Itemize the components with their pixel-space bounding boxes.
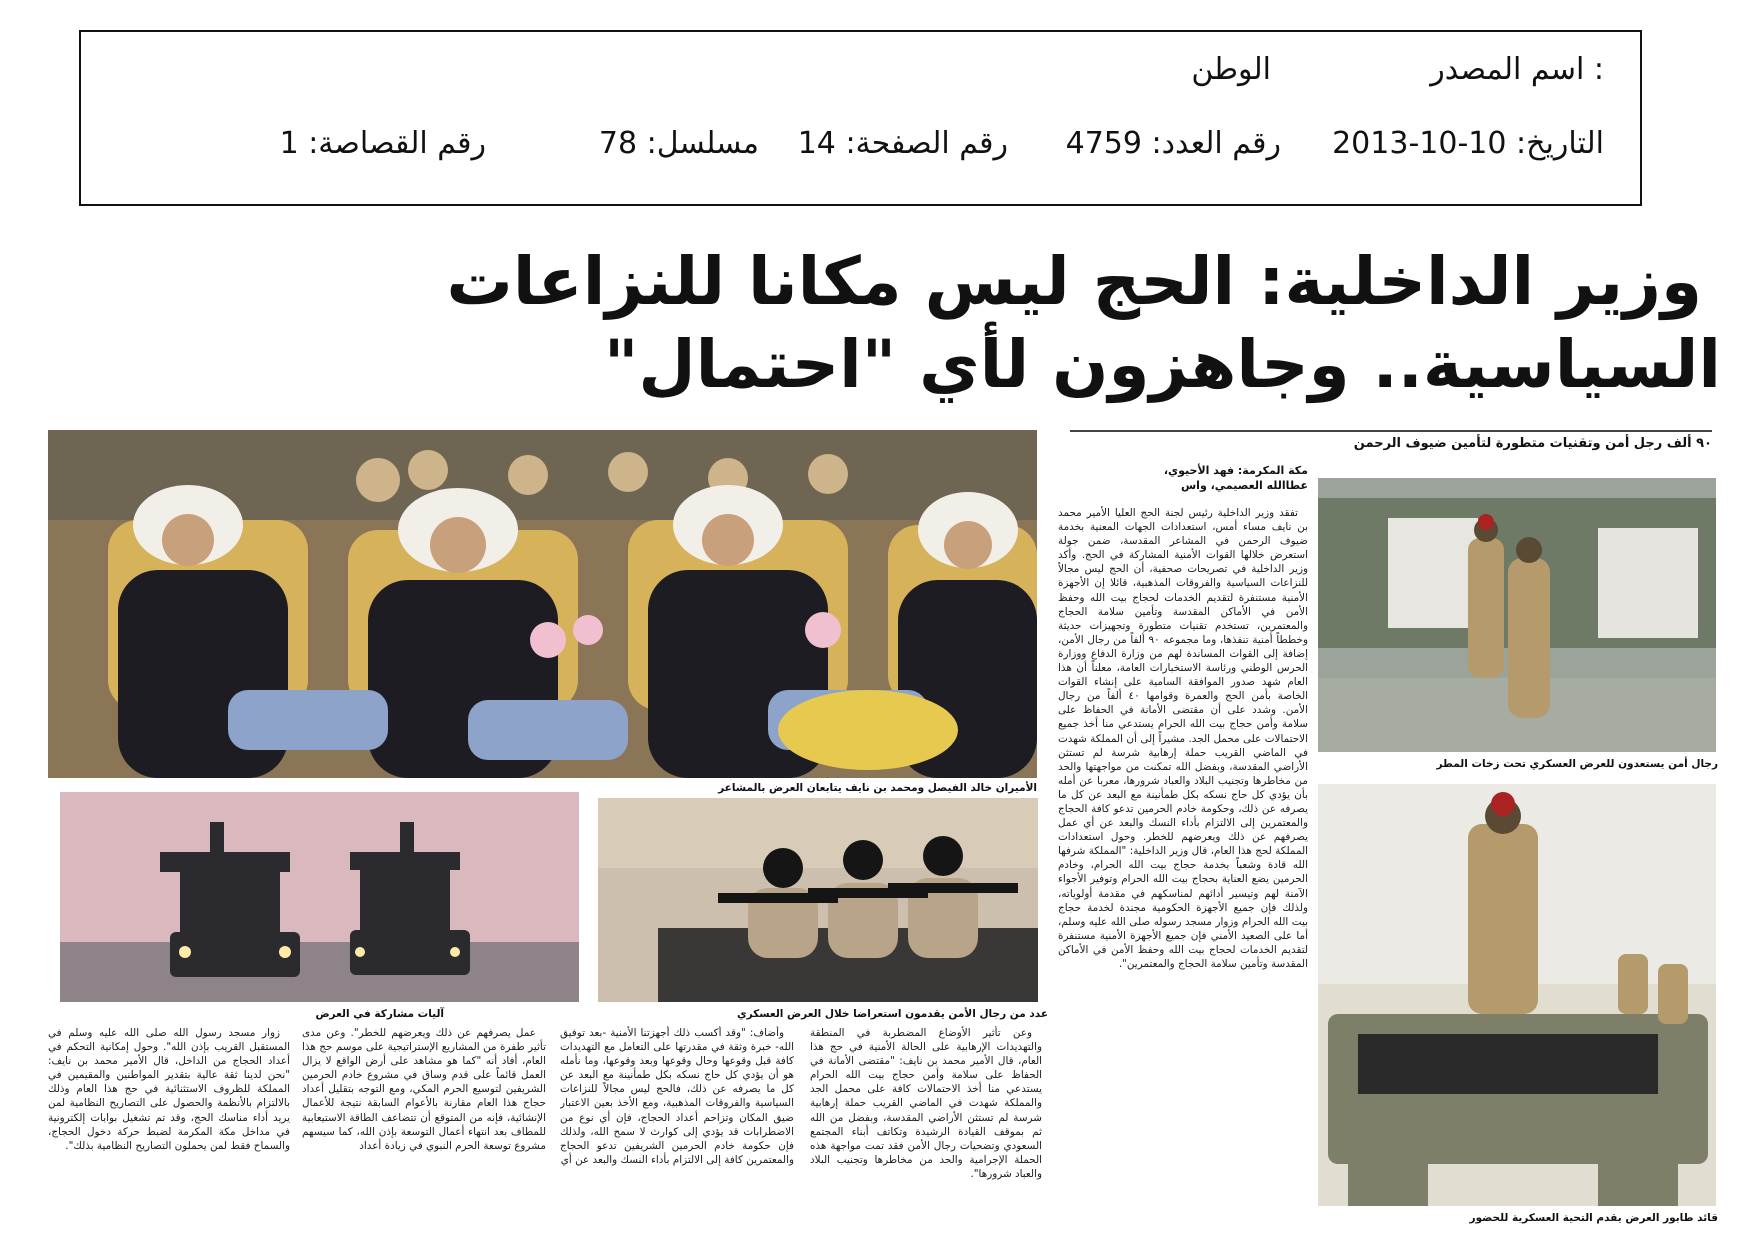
caption-vehicles: آليات مشاركة في العرض xyxy=(315,1008,444,1020)
article-column-1 xyxy=(1058,506,1308,1222)
subheadline: ٩٠ ألف رجل أمن وتقنيات متطورة لتأمين ضيوف الرحمن xyxy=(1353,436,1712,451)
date-field: التاريخ: 10-10-2013 xyxy=(1332,126,1604,161)
column-2-text: وعن تأثير الأوضاع المضطربة في المنطقة والتهديدات الإرهابية على الحالة الأمنية في حج هذا العام، قال الأمير محمد بن نايف: "مقتضى الأمانة في الحفاظ على سلامة وأمن حجاج بيت الله الحرام يستدعي منا أخذ الاحتمالات كافة على محمل الجد والمملكة شهدت في الماضي القريب حملة إرهابية شرسة لم تستثن الأراضي المقدسة، وبفضل من الله ثم بموقف القيادة الرشيدة وتكاتف أبناء المجتمع السعودي وتضحيات رجال الأمن فقد تمت مواجهة هذه الحملة الإجرامية والحد من مخاطرها وتجنيب البلاد والعباد شرورها". xyxy=(810,1027,1042,1180)
headline-line-1: وزير الداخلية: الحج ليس مكانا للنزاعات xyxy=(446,243,1702,320)
article-column-3 xyxy=(560,1026,794,1222)
serial-number: مسلسل: 78 xyxy=(598,126,759,161)
byline-line-1: مكة المكرمة: فهد الأحيوي، xyxy=(1163,464,1308,477)
byline xyxy=(1118,463,1308,493)
article-column-5 xyxy=(48,1026,290,1222)
column-4-text: عمل يصرفهم عن ذلك ويعرضهم للخطر". وعن مدى تأثير طفرة من المشاريع الإستراتيجية على موسم حج هذا العام، أفاد أنه "كما هو مشاهد على أرض الواقع لا يزال العمل قائماً على قدم وساق في مشروع خادم الحرمين الشريفين لتوسيع الحرم المكي، ومع التوجه بتقليل أعداد حجاج هذا العام مقارنة بالأعوام السابقة نتيجة للأعمال الإنشائية، فإنه من المتوقع أن تتضاعف الطاقة الاستيعابية للمطاف بعد انتهاء أعمال التوسعة بإذن الله، كما سيسهم مشروع توسعة الحرم النبوي في زيادة أعداد xyxy=(302,1027,546,1152)
caption-special-forces: عدد من رجال الأمن يقدمون استعراضا خلال العرض العسكري xyxy=(736,1008,1048,1020)
clipping-number: رقم القصاصة: 1 xyxy=(279,126,486,161)
headline-line-2: السياسية.. وجاهزون لأي "احتمال" xyxy=(603,326,1721,403)
photo-ceremony xyxy=(48,430,1037,778)
subhead-rule xyxy=(1070,430,1712,432)
photo-commander-salute xyxy=(1318,784,1716,1206)
photo-vehicles xyxy=(60,792,579,1002)
column-5-text: زوار مسجد رسول الله صلى الله عليه وسلم في المستقبل القريب بإذن الله". وحول إمكانية التحكم في أعداد الحجاج من الداخل، قال الأمير محمد بن نايف: "نحن لدينا ثقة عالية بتقدير المواطنين والمقيمين في المملكة للظروف الاستثنائية في حج هذا العام وذلك بالالتزام بالأنظمة والحصول على التصاريح النظامية لمن يريد أداء مناسك الحج، وقد تم تشغيل بوابات إلكترونية في مداخل مكة المكرمة لضبط حركة دخول الحجاج، والسماح فقط لمن يحملون التصاريح النظامية بذلك". xyxy=(48,1027,290,1152)
source-info-box xyxy=(79,30,1642,206)
page-number: رقم الصفحة: 14 xyxy=(797,126,1008,161)
photo-soldiers-rain xyxy=(1318,478,1716,752)
byline-line-2: عطاالله العصيمي، واس xyxy=(1181,479,1308,492)
column-1-text: تفقد وزير الداخلية رئيس لجنة الحج العليا الأمير محمد بن نايف مساء أمس، استعدادات الجهات المعنية بخدمة ضيوف الرحمن في المشاعر المقدسة، ضمن جولة استعرض خلالها القوات الأمنية المشاركة في الحج. وأكد وزير الداخلية في تصريحات صحفية، أن الحج ليس مجالاً للنزاعات السياسية والفروقات المذهبية، قائلا إن الأجهزة الأمنية مستنفرة لتقديم الخدمات لحجاج بيت الله وحفظ الأمن في الأماكن المقدسة وتأمين سلامة الحجاج والمعتمرين، تستخدم تقنيات متطورة وتجهيزات حديثة وخططاً أمنية تنفذها، وما مجموعه ٩٠ ألفاً من رجال الأمن، إضافة إلى القوات المساندة لهم من وزارة الدفاع ووزارة الحرس الوطني ورئاسة الاستخبارات العامة، معلناً أن هذا العام شهد صدور الموافقة السامية على إنشاء القوات الخاصة بأمن الحج والعمرة وقوامها ٤٠ ألفاً من رجال الأمن. وشدد على أن مقتضى الأمانة في الحفاظ على سلامة وأمن حجاج بيت الله الحرام يستدعي منا أخذ جميع الاحتمالات على محمل الجد. مشيراً إلى أن المملكة شهدت في الماضي القريب حملة إرهابية شرسة لم تستثن الأراضي المقدسة، وبفضل الله تمكنت من مواجهتها والحد من مخاطرها وتجنيب البلاد والعباد شرورها، معربا عن أمله بأن يؤدي كل حاج نسكه بكل طمأنينة مع البعد عن كل ما يصرفه عن ذلك، وحكومة خادم الحرمين تدعو كافة الحجاج والمعتمرين إلى الالتزام بأداء النسك والبعد عن أي عمل يصرفهم عن ذلك ويعرضهم للخطر. وحول استعدادات المملكة لحج هذا العام، قال وزير الداخلية: "المملكة شرفها الله قادة وشعباً بخدمة حجاج بيت الله الحرام، وخادم الحرمين يضع العناية بحجاج بيت الله الحرام وتوفير الأجواء الآمنة لهم وتيسير أدائهم لمناسكهم في مقدمة أولوياته، ولذلك فإن جميع الأجهزة الحكومية مجندة لخدمة حجاج بيت الله الحرام وزوار مسجد رسوله صلى الله عليه وسلم، أما على الصعيد الأمني فإن جميع الأجهزة الأمنية مستنفرة لتقديم الخدمات لحجاج بيت الله وحفظ الأمن في الأماكن المقدسة وتأمين سلامة الحجاج والمعتمرين". xyxy=(1058,507,1308,970)
source-value: الوطن xyxy=(1191,52,1271,87)
issue-number: رقم العدد: 4759 xyxy=(1065,126,1281,161)
photo-special-forces xyxy=(598,798,1038,1002)
article-column-4 xyxy=(302,1026,546,1222)
article-column-2 xyxy=(810,1026,1042,1222)
column-3-text: وأضاف: "وقد أكسب ذلك أجهزتنا الأمنية -بعد توفيق الله- خبرة وثقة في مقدرتها على التعامل مع التهديدات كافة قبل وقوعها وحال وقوعها وبعد وقوعها، وما نأمله هو أن يؤدي كل حاج نسكه بكل طمأنينة مع البعد عن كل ما يصرفه عن ذلك، فالحج ليس مجالاً للنزاعات السياسية والفروقات المذهبية، ومع الأخذ بعين الاعتبار ضيق المكان وتزاحم أعداد الحجاج، فإن أي نوع من الاضطرابات قد يؤدي إلى كوارث لا سمح الله، ولذلك فإن حكومة خادم الحرمين الشريفين تدعو الحجاج والمعتمرين كافة إلى الالتزام بأداء النسك والبعد عن أي xyxy=(560,1027,794,1166)
caption-ceremony: الأميران خالد الفيصل ومحمد بن نايف يتابعان العرض بالمشاعر xyxy=(718,782,1037,794)
caption-commander-salute: قائد طابور العرض يقدم التحية العسكرية للحضور xyxy=(1469,1212,1718,1224)
source-label: اسم المصدر : xyxy=(1430,52,1604,87)
caption-soldiers-rain: رجال أمن يستعدون للعرض العسكري تحت زخات المطر xyxy=(1436,758,1718,770)
